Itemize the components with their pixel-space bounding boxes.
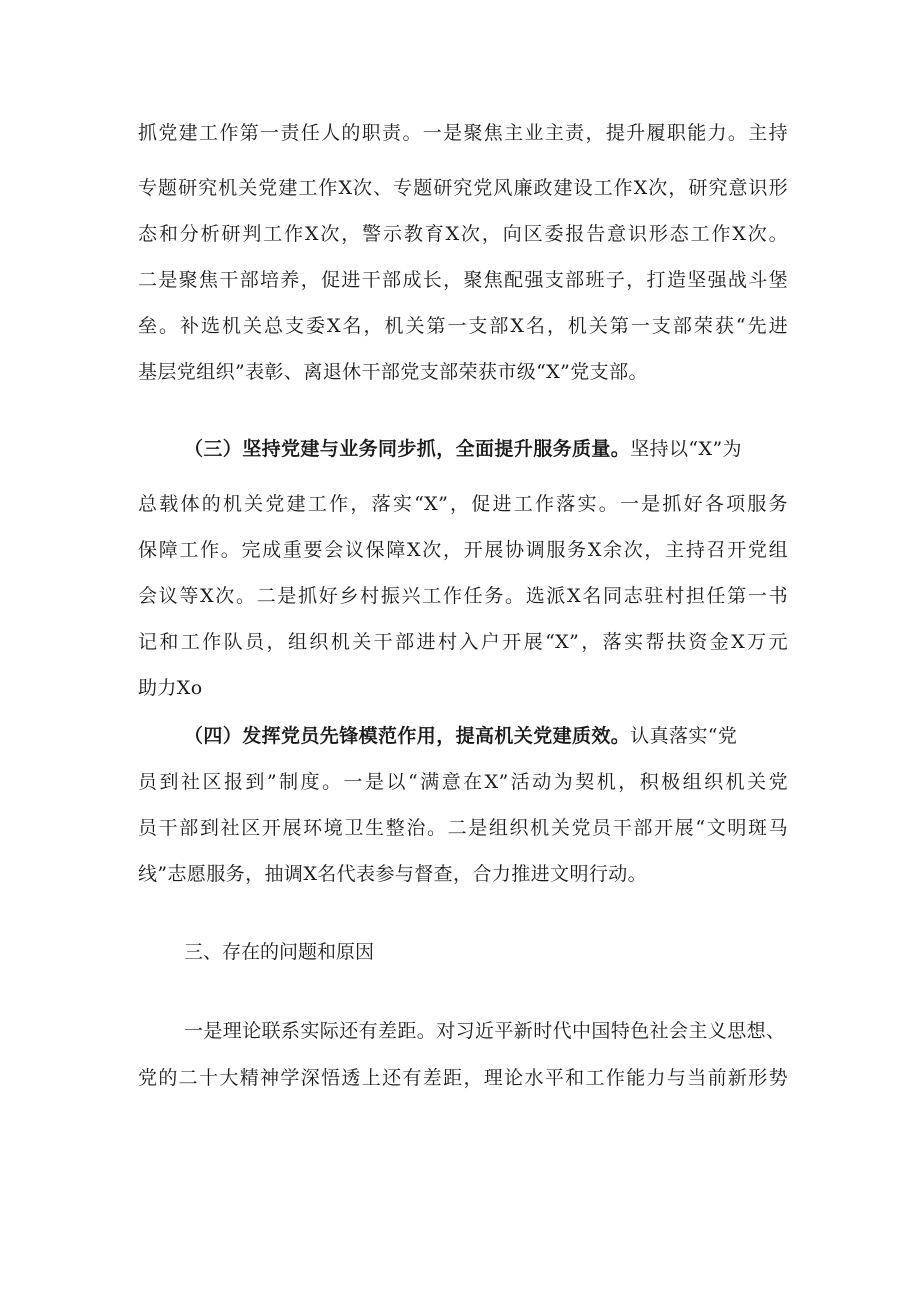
paragraph-line: 一是理论联系实际还有差距。对习近平新时代中国特色社会主义思想、 bbox=[184, 1020, 786, 1042]
paragraph-line: 基层党组织”表彰、离退休干部党支部荣获市级“X”党支部。 bbox=[138, 361, 648, 383]
section-heading-4-title: （四）发挥党员先锋模范作用，提高机关党建质效。 bbox=[184, 725, 631, 747]
paragraph-line: 态和分析研判工作X次，警示教育X次，向区委报告意识形态工作X次。 bbox=[138, 223, 788, 245]
paragraph-line: 线”志愿服务，抽调X名代表参与督查，合力推进文明行动。 bbox=[138, 863, 648, 885]
paragraph-line: 助力Xo bbox=[138, 677, 203, 699]
paragraph-line: 专题研究机关党建工作X次、专题研究党风廉政建设工作X次，研究意识形 bbox=[138, 177, 788, 199]
section-heading-4 bbox=[184, 724, 788, 748]
paragraph-line: 员干部到社区开展环境卫生整治。二是组织机关党员干部开展“文明斑马 bbox=[138, 817, 788, 839]
section-heading-3-text: 坚持以“X”为 bbox=[630, 438, 742, 460]
section-heading-3 bbox=[184, 437, 788, 461]
paragraph-line: 记和工作队员，组织机关干部进村入户开展“X”，落实帮扶资金X万元 bbox=[138, 631, 788, 653]
paragraph-line: 总载体的机关党建工作，落实“X”，促进工作落实。一是抓好各项服务 bbox=[138, 493, 788, 515]
paragraph-line: 垒。补选机关总支委X名，机关第一支部X名，机关第一支部荣获“先进 bbox=[138, 315, 788, 337]
paragraph-line: 二是聚焦干部培养，促进干部成长，聚焦配强支部班子，打造坚强战斗堡 bbox=[138, 269, 788, 291]
paragraph-line: 会议等X次。二是抓好乡村振兴工作任务。选派X名同志驻村担任第一书 bbox=[138, 585, 788, 607]
paragraph-line: 抓党建工作第一责任人的职责。一是聚焦主业主责，提升履职能力。主持 bbox=[138, 122, 788, 144]
section-heading-4-text: 认真落实“党 bbox=[630, 725, 738, 747]
chapter-title: 三、存在的问题和原因 bbox=[184, 941, 375, 963]
paragraph-line: 保障工作。完成重要会议保障X次，开展协调服务X余次，主持召开党组 bbox=[138, 539, 788, 561]
section-heading-3-title: （三）坚持党建与业务同步抓，全面提升服务质量。 bbox=[184, 438, 631, 460]
paragraph-line: 党的二十大精神学深悟透上还有差距，理论水平和工作能力与当前新形势 bbox=[138, 1067, 788, 1089]
paragraph-line: 员到社区报到”制度。一是以“满意在X”活动为契机，积极组织机关党 bbox=[138, 771, 788, 793]
